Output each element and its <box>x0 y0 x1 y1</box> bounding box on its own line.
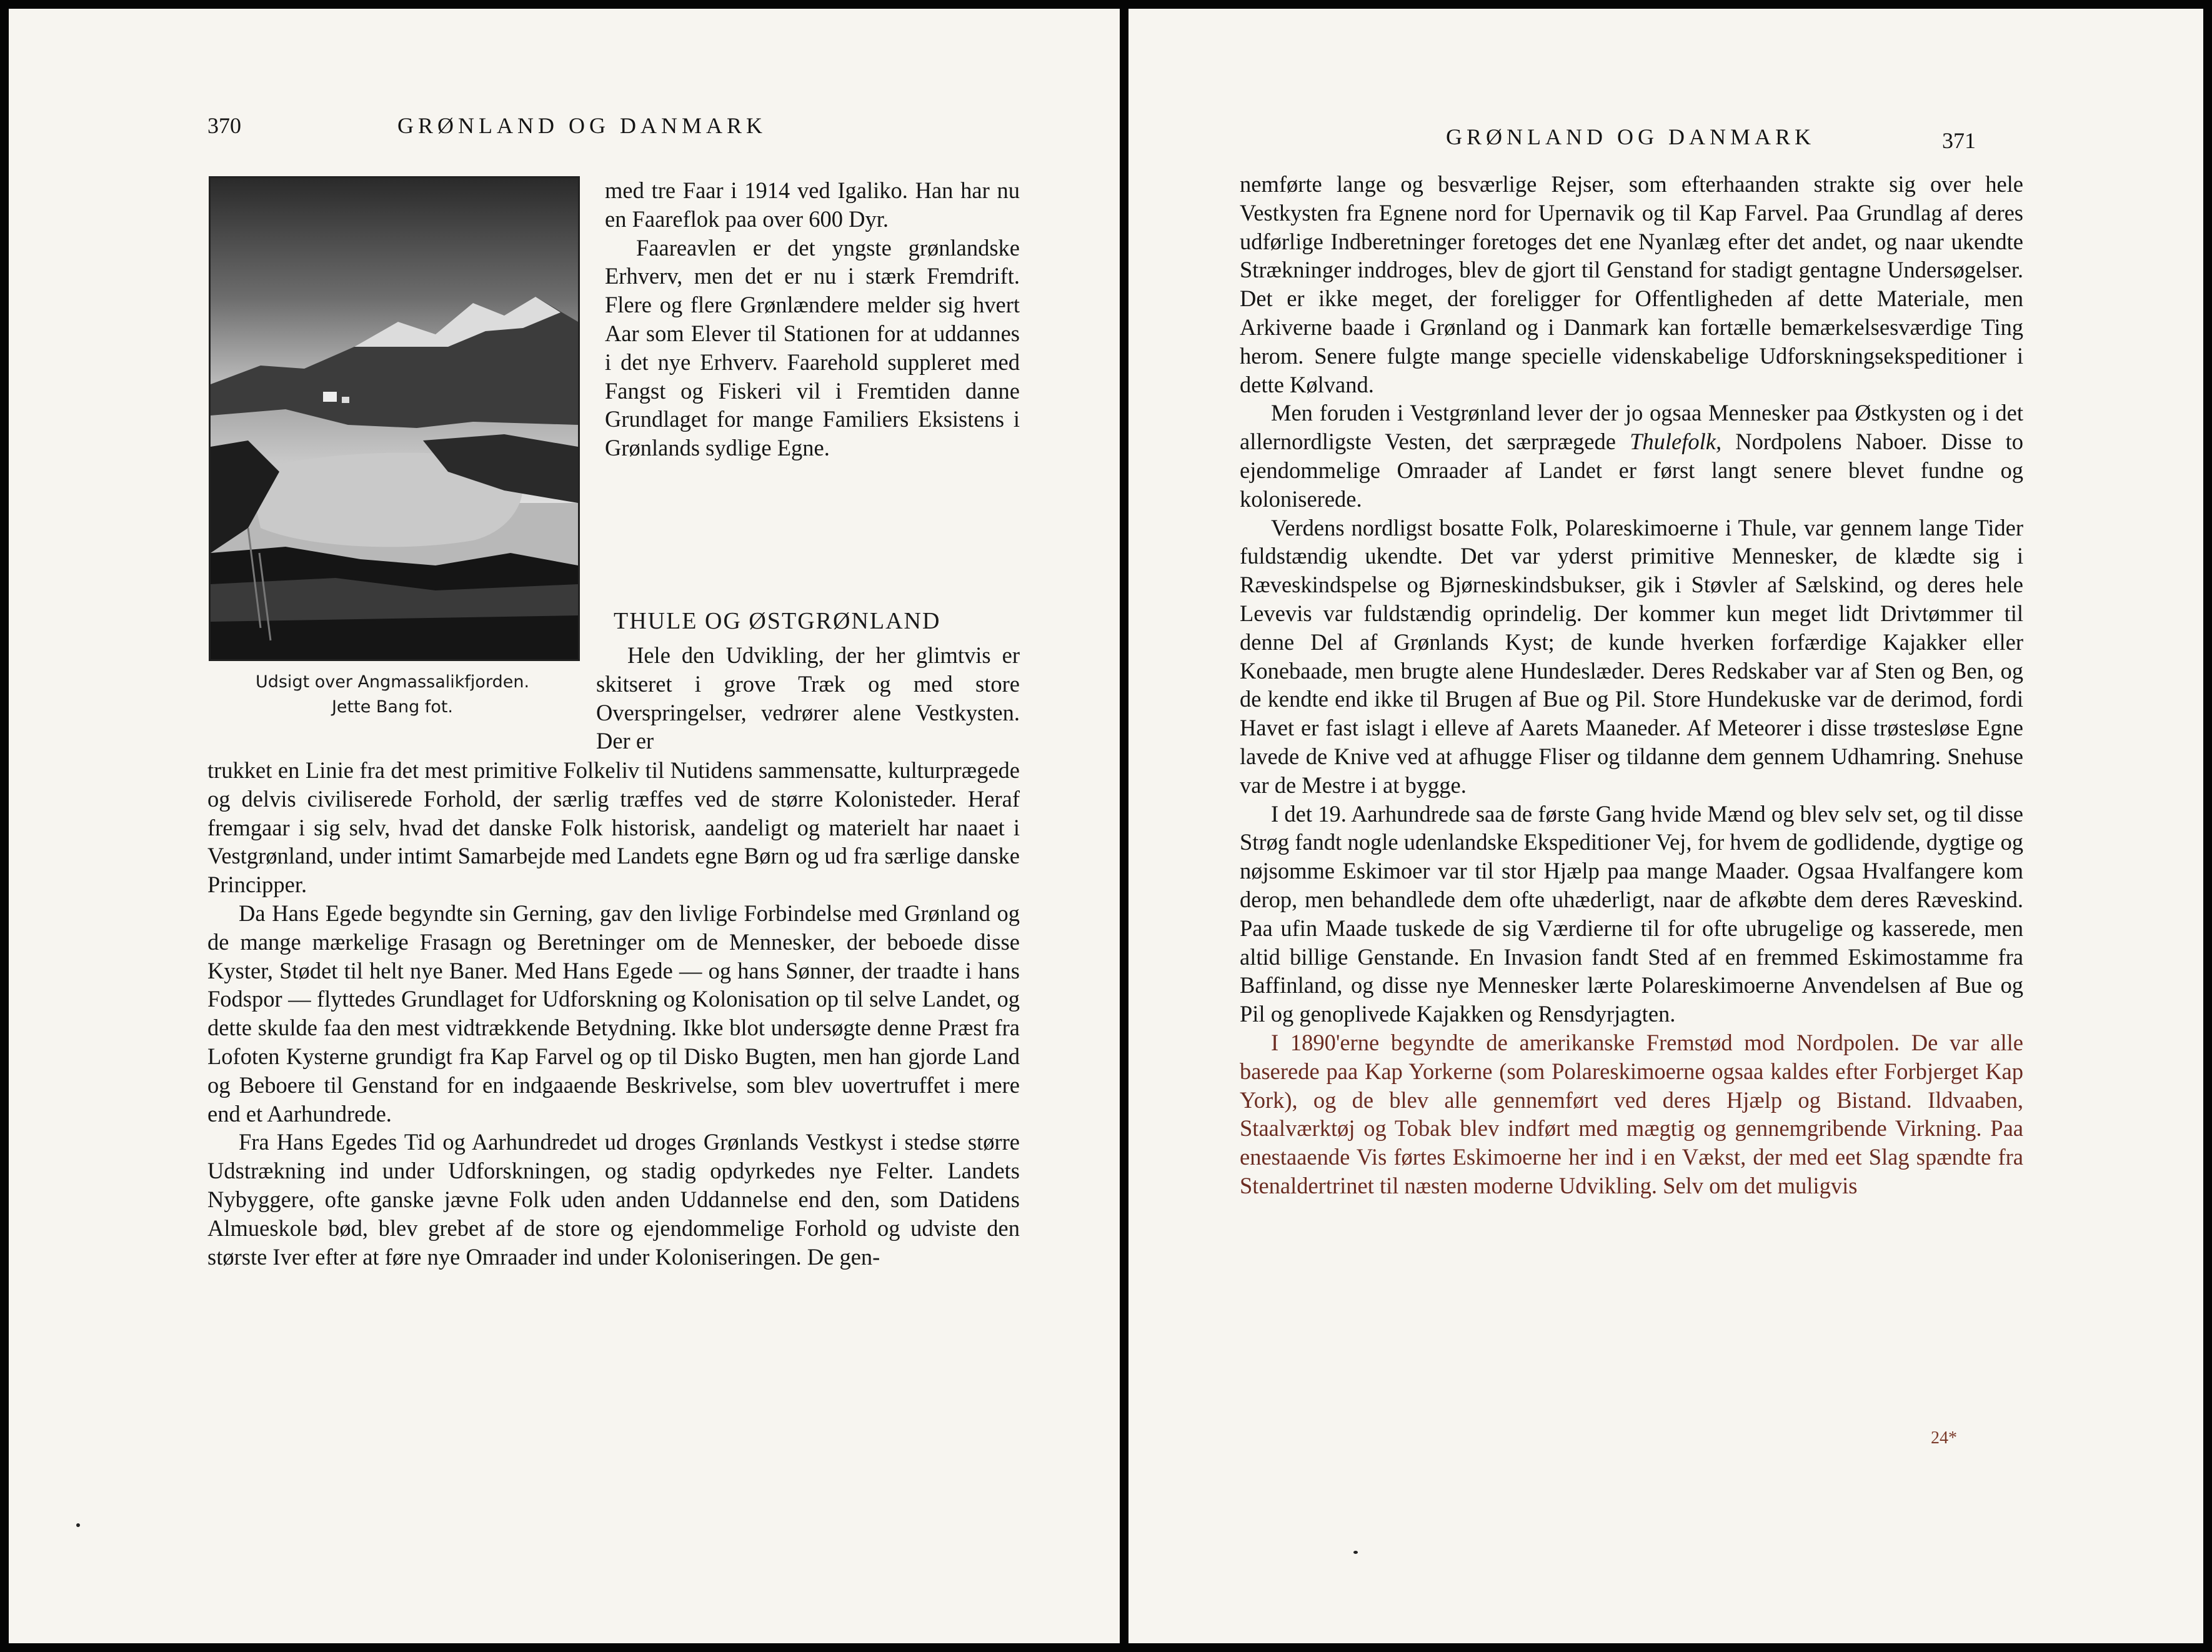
paragraph-text: Nordpolens Naboer. Disse to ejendommelige Omraader af Landet er først langt senere blevet fundne og koloniserede. <box>1240 429 2023 512</box>
wrap-column-bottom <box>596 641 1020 755</box>
italic-term: Thulefolk, <box>1630 429 1722 455</box>
caption-title: Udsigt over Angmassalikfjorden. <box>255 672 530 692</box>
paragraph: I det 19. Aarhundrede saa de første Gang hvide Mænd og blev selv set, og til disse Strøg fandt nogle udenlandske Ekspeditioner Vej, for hvem de godlidende, dygtige og nøjsomme Eskimoer var til stor Hjælp paa mange Maader. Ogsaa Hvalfangere kom derop, men behandlede dem ofte uhæderligt, naar de afkøbte dem deres Ræveskind. Paa ufin Maade tuskede de sig Værdierne til for ofte ubrugelige og kasserede, men altid billige Genstande. En Invasion fandt Sted af en fremmed Eskimostamme fra Baffinland, og disse nye Mennesker lærte Polareskimoerne Anvendelsen af Bue og Pil og genoplivede Kajakken og Rensdyrjagten. <box>1240 800 2023 1027</box>
paragraph: Da Hans Egede begyndte sin Gerning, gav den livlige Forbindelse med Grønland og de mange mærkelige Frasagn og Beretninger om de Mennesker, der beboede disse Kyster, Stødet til helt nye Baner. Med Hans Egede — og hans Sønner, der traadte i hans Fodspor — flyttedes Grundlaget for Udforskning og Kolonisation op til selve Landet, og dette skulde faa den mest vidtrækkende Betydning. Ikke blot undersøgte denne Præst fra Lofoten Kysterne grundigt fra Kap Farvel og op til Disko Bugten, men han gjorde Land og Beboere til Genstand for en indgaaende Beskrivelse, som blev uovertruffet i mere end et Aarhundrede. <box>207 900 1020 1127</box>
speck <box>1353 1551 1358 1554</box>
paragraph: Hele den Udvikling, der her glimtvis er skitseret i grove Træk og med store Overspringelser, vedrører alene Vestkysten. Der er <box>596 642 1020 754</box>
paragraph: Verdens nordligst bosatte Folk, Polareskimoerne i Thule, var gennem lange Tider fuldstændig ukendte. Det var yderst primitive Mennesker, de klædte sig i Ræveskindspelse og Bjørneskindsbukser, gik i Støvler af Sælskind, og deres hele Levevis var fuldstændig oprindelig. Der kommer kun meget lidt Drivtømmer til denne Del af Grønlands Kyst; de kunde hverken forfærdige Kajakker eller Konebaade, men brugte alene Hundeslæder. Deres Redskaber var af Sten og Ben, og de kendte end ikke til Brugen af Bue og Pil. Store Hundekuske var de derimod, fordi Havet er fast islagt i elleve af Aarets Maaneder. Af Meteorer i disse trøstesløse Egne lavede de Knive ved at afhugge Fliser og tildanne dem gennem Udhamring. Snehuse var de Mestre i at bygge. <box>1240 514 2023 798</box>
paragraph-text: Men foruden i Vestgrønland lever der jo ogsaa Mennesker paa Østkysten og i det allernordligste Vesten, det særprægede <box>1240 400 2023 455</box>
left-page <box>9 9 1120 1643</box>
main-text-column <box>1240 170 2023 1200</box>
running-head: GRØNLAND OG DANMARK <box>397 113 767 138</box>
book-spine-gutter <box>1120 0 1128 1652</box>
right-page <box>1128 9 2203 1643</box>
section-heading: THULE OG ØSTGRØNLAND <box>614 608 941 634</box>
paragraph: Fra Hans Egedes Tid og Aarhundredet ud droges Grønlands Vestkyst i stedse større Udstrækning ind under Udforskningen, og stadig opdyrkedes nye Felter. Landets Nybyggere, ofte ganske jævne Folk uden anden Uddannelse end den, som Datidens Almueskole bød, blev grebet af de store og ejendommelige Forhold og udviste den største Iver efter at føre nye Omraader ind under Koloniseringen. De gen- <box>207 1129 1020 1270</box>
paragraph: Faareavlen er det yngste grønlandske Erhverv, men det er nu i stærk Fremdrift. Flere og flere Grønlændere melder sig hvert Aar som Elever til Stationen for at uddannes i det nye Erhverv. Faarehold suppleret med Fangst og Fiskeri vil i Fremtiden danne Grundlaget for mange Familiers Eksistens i Grønlands sydlige Egne. <box>605 234 1020 461</box>
page-number: 371 <box>1942 128 1976 153</box>
paragraph: med tre Faar i 1914 ved Igaliko. Han har nu en Faareflok paa over 600 Dyr. <box>605 177 1020 232</box>
caption-credit: Jette Bang fot. <box>331 697 454 717</box>
fjord-photograph <box>209 176 580 661</box>
fjord-landscape-image <box>211 178 578 659</box>
paragraph <box>1240 399 2023 513</box>
running-head: GRØNLAND OG DANMARK <box>1446 124 1815 149</box>
page-number: 370 <box>207 113 241 138</box>
signature-mark: 24* <box>1931 1428 1957 1448</box>
wrap-column-top <box>605 176 1020 462</box>
speck <box>76 1523 80 1527</box>
figure-caption <box>209 670 576 720</box>
paragraph: nemførte lange og besværlige Rejser, som efterhaanden strakte sig over hele Vestkysten fra Egnene nord for Upernavik og til Kap Farvel. Paa Grundlag af deres udførlige Indberetninger foretoges det ene Nyanlæg efter det andet, og naar ukendte Strækninger inddroges, blev de gjort til Genstand for stadigt gentagne Undersøgelser. Det er ikke meget, der foreligger for Offentligheden af dette Materiale, men Arkiverne baade i Grønland og i Danmark kan fortælle bemærkelsesværdige Ting herom. Senere fulgte mange specielle videnskabelige Udforskningsekspeditioner i dette Kølvand. <box>1240 171 2023 397</box>
paragraph: trukket en Linie fra det mest primitive Folkeliv til Nutidens sammensatte, kulturprægede og delvis civiliserede Forhold, der særlig træffes ved de større Kolonisteder. Heraf fremgaar i sig selv, hvad det danske Folk historisk, aandeligt og materielt har naaet i Vestgrønland, under intimt Samarbejde med Landets egne Børn og ud fra særlige danske Principper. <box>207 757 1020 898</box>
paragraph: I 1890'erne begyndte de amerikanske Fremstød mod Nordpolen. De var alle baserede paa Kap Yorkerne (som Polareskimoerne ogsaa kaldes efter Forbjerget Kap York), og de blev alle gennemført ved deres Hjælp og Bistand. Ildvaaben, Staalværktøj og Tobak blev indført med mægtig og gennemgribende Virkning. Paa enestaaende Vis førtes Eskimoerne her ind i en Vækst, der med eet Slag spændte fra Stenaldertrinet til næsten moderne Udvikling. Selv om det muligvis <box>1240 1029 2023 1198</box>
main-text-column <box>207 756 1020 1271</box>
